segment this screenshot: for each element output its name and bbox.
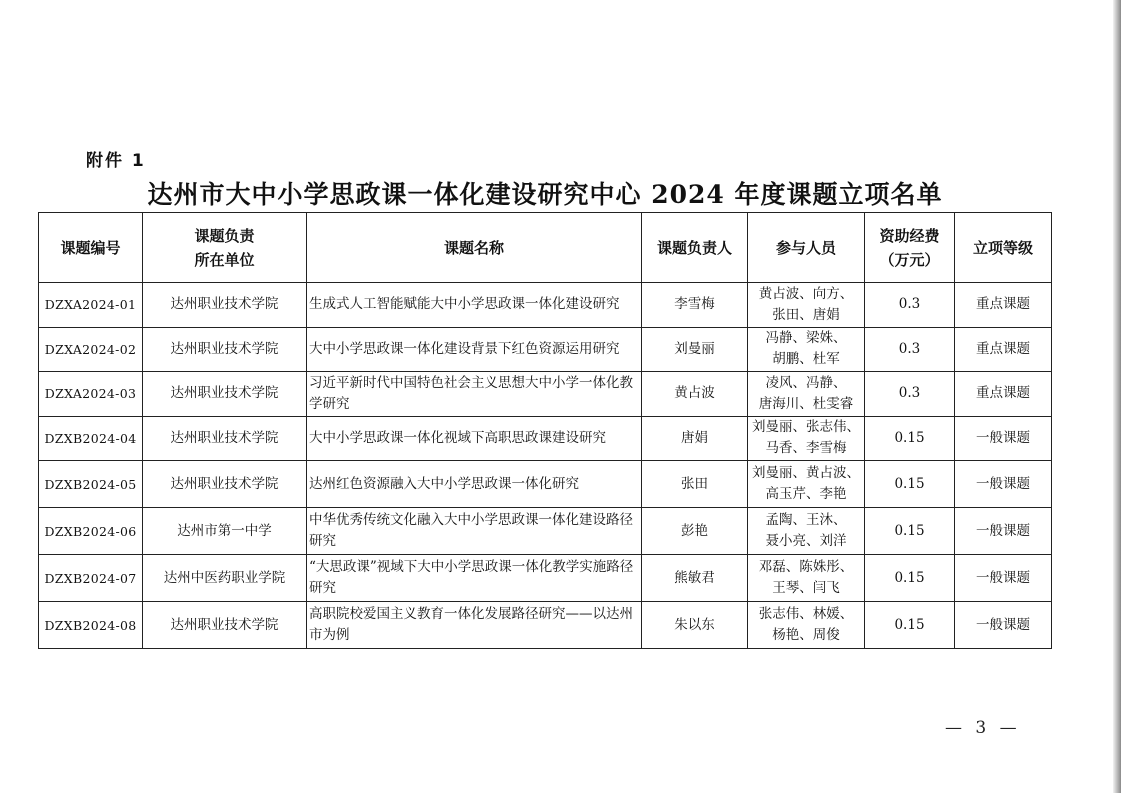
cell-leader: 黄占波 xyxy=(642,372,748,417)
cell-topic: 达州红色资源融入大中小学思政课一体化研究 xyxy=(307,461,642,508)
header-leader: 课题负责人 xyxy=(642,213,748,283)
attachment-label: 附件 1 xyxy=(86,151,146,171)
cell-topic: 生成式人工智能赋能大中小学思政课一体化建设研究 xyxy=(307,283,642,328)
document-title: 达州市大中小学思政课一体化建设研究中心 2024 年度课题立项名单 xyxy=(147,180,943,209)
cell-unit: 达州职业技术学院 xyxy=(143,602,307,649)
cell-funding: 0.15 xyxy=(865,461,955,508)
cell-code: DZXA2024-03 xyxy=(39,372,143,417)
header-funding: 资助经费 （万元） xyxy=(865,213,955,283)
cell-unit: 达州职业技术学院 xyxy=(143,283,307,328)
cell-funding: 0.3 xyxy=(865,327,955,372)
table-row xyxy=(39,461,1052,508)
cell-topic: 习近平新时代中国特色社会主义思想大中小学一体化教学研究 xyxy=(307,372,642,417)
cell-topic: “大思政课”视域下大中小学思政课一体化教学实施路径研究 xyxy=(307,555,642,602)
cell-topic: 高职院校爱国主义教育一体化发展路径研究——以达州市为例 xyxy=(307,602,642,649)
cell-participants: 孟陶、王沐、 聂小亮、刘洋 xyxy=(748,508,865,555)
header-participants: 参与人员 xyxy=(748,213,865,283)
cell-level: 一般课题 xyxy=(955,602,1052,649)
cell-funding: 0.3 xyxy=(865,372,955,417)
cell-participants: 凌风、冯静、 唐海川、杜雯睿 xyxy=(748,372,865,417)
cell-level: 重点课题 xyxy=(955,327,1052,372)
cell-participants: 邓磊、陈姝彤、 王琴、闫飞 xyxy=(748,555,865,602)
table-row xyxy=(39,327,1052,372)
cell-code: DZXB2024-07 xyxy=(39,555,143,602)
cell-code: DZXA2024-01 xyxy=(39,283,143,328)
cell-code: DZXB2024-04 xyxy=(39,416,143,461)
table-row xyxy=(39,416,1052,461)
header-level: 立项等级 xyxy=(955,213,1052,283)
cell-unit: 达州职业技术学院 xyxy=(143,327,307,372)
cell-code: DZXA2024-02 xyxy=(39,327,143,372)
cell-topic: 大中小学思政课一体化视域下高职思政课建设研究 xyxy=(307,416,642,461)
cell-level: 一般课题 xyxy=(955,508,1052,555)
cell-unit: 达州中医药职业学院 xyxy=(143,555,307,602)
table-row xyxy=(39,602,1052,649)
cell-participants: 冯静、梁姝、 胡鹏、杜军 xyxy=(748,327,865,372)
cell-funding: 0.15 xyxy=(865,508,955,555)
cell-funding: 0.3 xyxy=(865,283,955,328)
cell-topic: 中华优秀传统文化融入大中小学思政课一体化建设路径研究 xyxy=(307,508,642,555)
table-row xyxy=(39,283,1052,328)
cell-code: DZXB2024-05 xyxy=(39,461,143,508)
project-list-table xyxy=(38,212,1052,649)
header-topic: 课题名称 xyxy=(307,213,642,283)
cell-unit: 达州职业技术学院 xyxy=(143,372,307,417)
cell-participants: 刘曼丽、张志伟、 马香、李雪梅 xyxy=(748,416,865,461)
cell-level: 一般课题 xyxy=(955,461,1052,508)
page-number: — 3 — xyxy=(945,718,1021,738)
header-code: 课题编号 xyxy=(39,213,143,283)
cell-leader: 唐娟 xyxy=(642,416,748,461)
table-row xyxy=(39,372,1052,417)
cell-leader: 朱以东 xyxy=(642,602,748,649)
cell-level: 一般课题 xyxy=(955,555,1052,602)
table-row xyxy=(39,508,1052,555)
page-edge-shadow xyxy=(1113,0,1121,793)
cell-leader: 彭艳 xyxy=(642,508,748,555)
cell-level: 重点课题 xyxy=(955,283,1052,328)
cell-unit: 达州职业技术学院 xyxy=(143,461,307,508)
cell-leader: 李雪梅 xyxy=(642,283,748,328)
header-unit: 课题负责 所在单位 xyxy=(143,213,307,283)
table-header-row xyxy=(39,213,1052,283)
cell-funding: 0.15 xyxy=(865,555,955,602)
cell-participants: 刘曼丽、黄占波、 高玉芹、李艳 xyxy=(748,461,865,508)
cell-level: 重点课题 xyxy=(955,372,1052,417)
cell-leader: 张田 xyxy=(642,461,748,508)
cell-code: DZXB2024-06 xyxy=(39,508,143,555)
cell-participants: 张志伟、林媛、 杨艳、周俊 xyxy=(748,602,865,649)
cell-funding: 0.15 xyxy=(865,602,955,649)
cell-funding: 0.15 xyxy=(865,416,955,461)
cell-level: 一般课题 xyxy=(955,416,1052,461)
cell-leader: 刘曼丽 xyxy=(642,327,748,372)
cell-unit: 达州市第一中学 xyxy=(143,508,307,555)
cell-participants: 黄占波、向方、 张田、唐娟 xyxy=(748,283,865,328)
cell-code: DZXB2024-08 xyxy=(39,602,143,649)
cell-unit: 达州职业技术学院 xyxy=(143,416,307,461)
cell-leader: 熊敏君 xyxy=(642,555,748,602)
table-row xyxy=(39,555,1052,602)
cell-topic: 大中小学思政课一体化建设背景下红色资源运用研究 xyxy=(307,327,642,372)
